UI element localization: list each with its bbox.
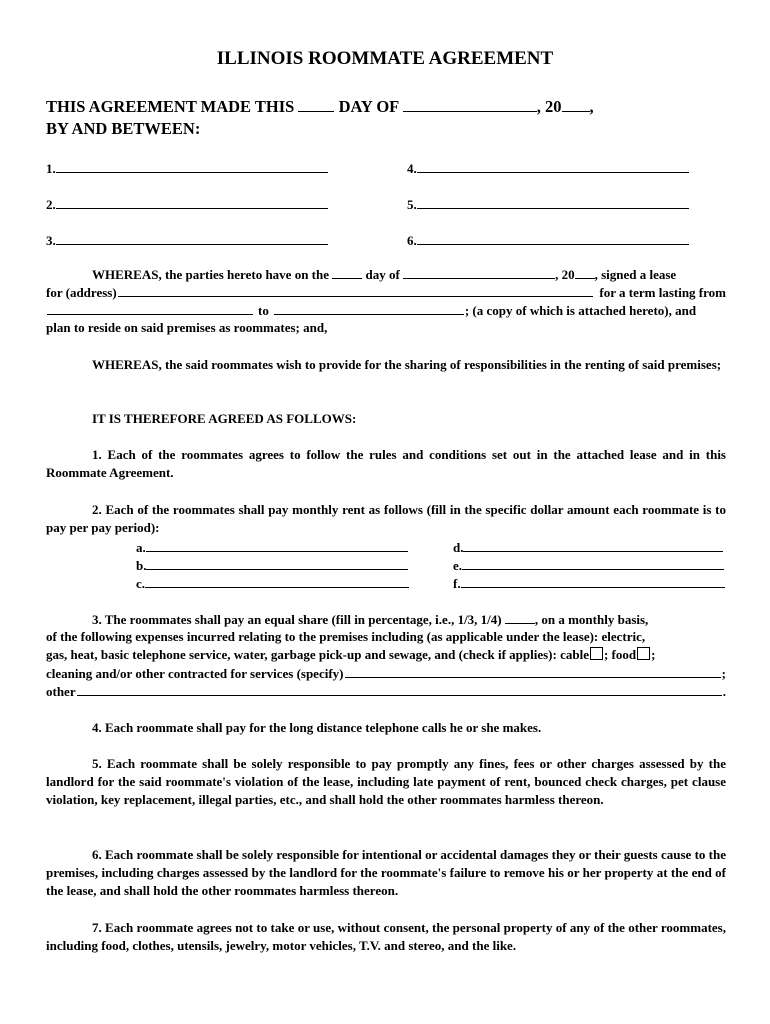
share-percentage-field[interactable] [505, 610, 535, 624]
clause-3-text-services: cleaning and/or other contracted for services (specify) [46, 666, 344, 681]
party-1 [46, 158, 328, 177]
rent-c-label: c. [136, 576, 146, 591]
cable-checkbox[interactable] [590, 647, 603, 660]
clause-3-line1 [92, 610, 648, 629]
whereas1-text-c: , 20 [555, 267, 575, 282]
whereas1-text-a: WHEREAS, the parties hereto have on the [92, 267, 330, 282]
rent-e-label: e. [453, 558, 463, 573]
agreement-date-line [46, 96, 594, 118]
whereas1-line2 [46, 283, 726, 302]
clause-3-text-services-end: ; [721, 666, 726, 681]
clause-3-text-a: 3. The roommates shall pay an equal share (fill in percentage, i.e., 1/3, 1/4) [92, 612, 502, 627]
party-5-field[interactable] [417, 194, 689, 209]
year-field[interactable] [562, 96, 590, 112]
clause-3-line5 [46, 682, 726, 701]
rent-e-field[interactable] [462, 556, 724, 570]
rent-c [136, 574, 409, 593]
party-3 [46, 230, 328, 249]
party-4-label: 4. [407, 161, 417, 176]
clause-7 [46, 919, 726, 955]
clause-3-line3 [46, 646, 655, 664]
whereas1-line3 [46, 301, 726, 320]
party-6 [407, 230, 689, 249]
whereas2-paragraph [46, 356, 726, 374]
clause-5 [46, 755, 726, 809]
rent-d [453, 538, 723, 557]
services-field[interactable] [345, 664, 721, 678]
clause-3-line4 [46, 664, 726, 683]
party-6-label: 6. [407, 233, 417, 248]
clause-4 [46, 719, 726, 737]
party-2-label: 2. [46, 197, 56, 212]
rent-b [136, 556, 408, 575]
rent-e [453, 556, 724, 575]
by-and-between-label: BY AND BETWEEN: [46, 119, 201, 138]
food-checkbox[interactable] [637, 647, 650, 660]
lease-day-field[interactable] [332, 265, 362, 279]
rent-f-field[interactable] [461, 574, 725, 588]
whereas1-text-g: to [258, 303, 269, 318]
month-field[interactable] [403, 96, 537, 112]
clause-1-text: 1. Each of the roommates agrees to follow the rules and conditions set out in the attached lease and in this Roommate Agreement. [46, 447, 726, 480]
rent-b-field[interactable] [146, 556, 408, 570]
party-6-field[interactable] [417, 230, 689, 245]
whereas1-line1 [92, 265, 676, 284]
clause-5-text: 5. Each roommate shall be solely responsible to pay promptly any fines, fees or other charges assessed by the landlord for the said roommate's violation of the lease, including late payment of rent, bounced check charges, pet clause violation, key replacement, illegal parties, etc., and shall hold the other roommates harmless thereon. [46, 756, 726, 807]
clause-4-text: 4. Each roommate shall pay for the long distance telephone calls he or she makes. [92, 720, 542, 735]
day-of-label: DAY OF [338, 97, 399, 116]
whereas1-text-h: ; (a copy of which is attached hereto), and [464, 303, 697, 318]
clause-6 [46, 846, 726, 900]
party-4 [407, 158, 689, 177]
whereas2-text: WHEREAS, the said roommates wish to provide for the sharing of responsibilities in the renting of said premises; [92, 357, 722, 372]
clause-3-text-cable: gas, heat, basic telephone service, water, garbage pick-up and sewage, and (check if applies): cable [46, 647, 589, 662]
party-2 [46, 194, 328, 213]
clause-3-text-b: , on a monthly basis, [534, 612, 649, 627]
rent-a [136, 538, 408, 557]
whereas1-text-b: day of [365, 267, 400, 282]
party-3-label: 3. [46, 233, 56, 248]
whereas1-text-f: for a term lasting from [599, 285, 726, 300]
clause-3-line2: of the following expenses incurred relating to the premises including (as applicable under the lease): electric, [46, 629, 646, 644]
party-1-field[interactable] [56, 158, 328, 173]
clause-1 [46, 446, 726, 482]
term-end-field[interactable] [274, 301, 464, 315]
rent-c-field[interactable] [145, 574, 409, 588]
clause-2 [46, 501, 726, 537]
address-field[interactable] [118, 283, 594, 297]
rent-f [453, 574, 725, 593]
made-this-label: THIS AGREEMENT MADE THIS [46, 97, 295, 116]
document-title: ILLINOIS ROOMMATE AGREEMENT [216, 48, 554, 69]
lease-year-field[interactable] [575, 265, 595, 279]
party-5 [407, 194, 689, 213]
day-field[interactable] [298, 96, 334, 112]
clause-3-text-semicolon: ; [651, 647, 656, 662]
rent-f-label: f. [453, 576, 461, 591]
lease-month-field[interactable] [403, 265, 555, 279]
rent-a-field[interactable] [146, 538, 408, 552]
clause-3-text-other-end: . [722, 684, 726, 699]
clause-6-text: 6. Each roommate shall be solely responsible for intentional or accidental damages they or their guests cause to the premises, including charges assessed by the landlord for the roommate's failure to remove his or her property at the end of the lease, and shall hold the other roommates harmless thereon. [46, 847, 726, 898]
party-3-field[interactable] [56, 230, 328, 245]
agreed-heading: IT IS THEREFORE AGREED AS FOLLOWS: [92, 411, 357, 426]
party-1-label: 1. [46, 161, 56, 176]
clause-2-text: 2. Each of the roommates shall pay monthly rent as follows (fill in the specific dollar amount each roommate is to pay per pay period): [46, 502, 726, 535]
whereas1-text-e: for (address) [46, 285, 117, 300]
whereas1-text-d: , signed a lease [594, 267, 677, 282]
party-2-field[interactable] [56, 194, 328, 209]
rent-d-field[interactable] [463, 538, 723, 552]
rent-a-label: a. [136, 540, 146, 555]
party-4-field[interactable] [417, 158, 689, 173]
rent-b-label: b. [136, 558, 147, 573]
header-comma: , [589, 97, 594, 116]
year-prefix: , 20 [536, 97, 562, 116]
whereas1-text-i: plan to reside on said premises as roommates; and, [46, 320, 328, 335]
party-5-label: 5. [407, 197, 417, 212]
clause-3-text-food: ; food [603, 647, 637, 662]
other-expenses-field[interactable] [77, 682, 722, 696]
clause-7-text: 7. Each roommate agrees not to take or use, without consent, the personal property of any of the other roommates, including food, clothes, utensils, jewelry, motor vehicles, T.V. and stereo, and the like. [46, 920, 726, 953]
clause-3-text-other: other [46, 684, 76, 699]
term-start-field[interactable] [47, 301, 253, 315]
rent-d-label: d. [453, 540, 464, 555]
